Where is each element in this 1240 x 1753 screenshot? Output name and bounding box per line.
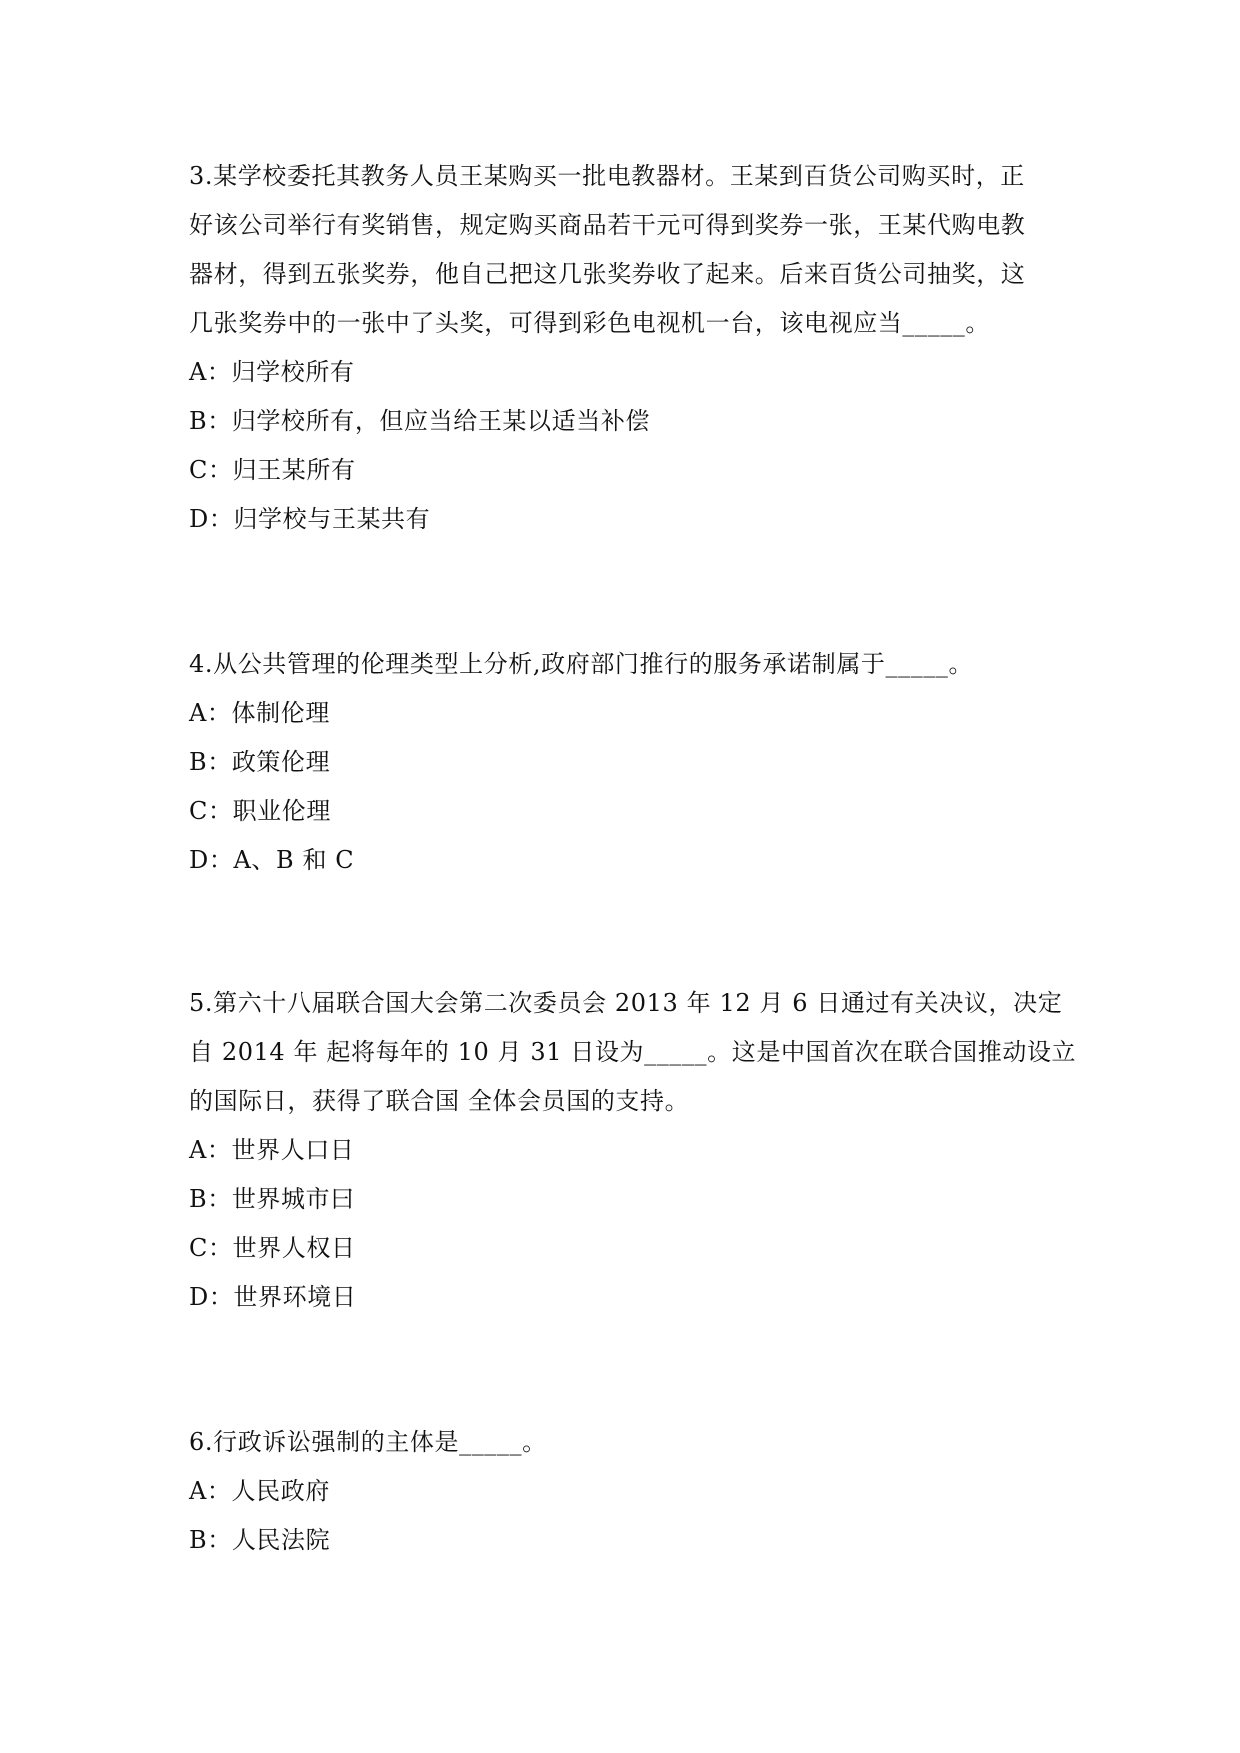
question-stem <box>189 152 1059 348</box>
stem-line: 自 2014 年 起将每年的 10 月 31 日设为_____。这是中国首次在联合国推动设立 <box>189 1038 1077 1066</box>
stem-line: 5.第六十八届联合国大会第二次委员会 2013 年 12 月 6 日通过有关决议，决定 <box>189 989 1063 1017</box>
option-b: B：政策伦理 <box>189 748 331 776</box>
stem-line: 3.某学校委托其教务人员王某购买一批电教器材。王某到百货公司购买时，正 <box>189 162 1025 190</box>
option-b: B：归学校所有，但应当给王某以适当补偿 <box>189 407 651 435</box>
question-5 <box>189 979 1077 1322</box>
option-b: B：世界城市曰 <box>189 1185 355 1213</box>
stem-line: 6.行政诉讼强制的主体是_____。 <box>189 1428 547 1456</box>
question-stem <box>189 979 1077 1126</box>
option-c: C：归王某所有 <box>189 456 356 484</box>
stem-line: 的国际日，获得了联合国 全体会员国的支持。 <box>189 1087 690 1115</box>
option-d: D：归学校与王某共有 <box>189 505 431 533</box>
question-4 <box>189 640 1059 885</box>
option-a: A：归学校所有 <box>189 358 355 386</box>
question-3 <box>189 152 1059 544</box>
stem-line: 好该公司举行有奖销售，规定购买商品若干元可得到奖券一张，王某代购电教 <box>189 211 1026 239</box>
option-a: A：世界人口日 <box>189 1136 355 1164</box>
stem-line: 几张奖券中的一张中了头奖，可得到彩色电视机一台，该电视应当_____。 <box>189 309 990 337</box>
question-stem <box>189 640 1059 689</box>
option-a: A：人民政府 <box>189 1477 330 1505</box>
option-b: B：人民法院 <box>189 1526 331 1554</box>
option-d: D：A、B 和 C <box>189 846 355 874</box>
option-c: C：职业伦理 <box>189 797 331 825</box>
option-d: D：世界环境日 <box>189 1283 357 1311</box>
stem-line: 器材，得到五张奖券，他自己把这几张奖券收了起来。后来百货公司抽奖，这 <box>189 260 1026 288</box>
option-c: C：世界人权日 <box>189 1234 356 1262</box>
question-6 <box>189 1418 1059 1565</box>
stem-line: 4.从公共管理的伦理类型上分析,政府部门推行的服务承诺制属于_____。 <box>189 650 974 678</box>
question-stem <box>189 1418 1059 1467</box>
option-a: A：体制伦理 <box>189 699 330 727</box>
